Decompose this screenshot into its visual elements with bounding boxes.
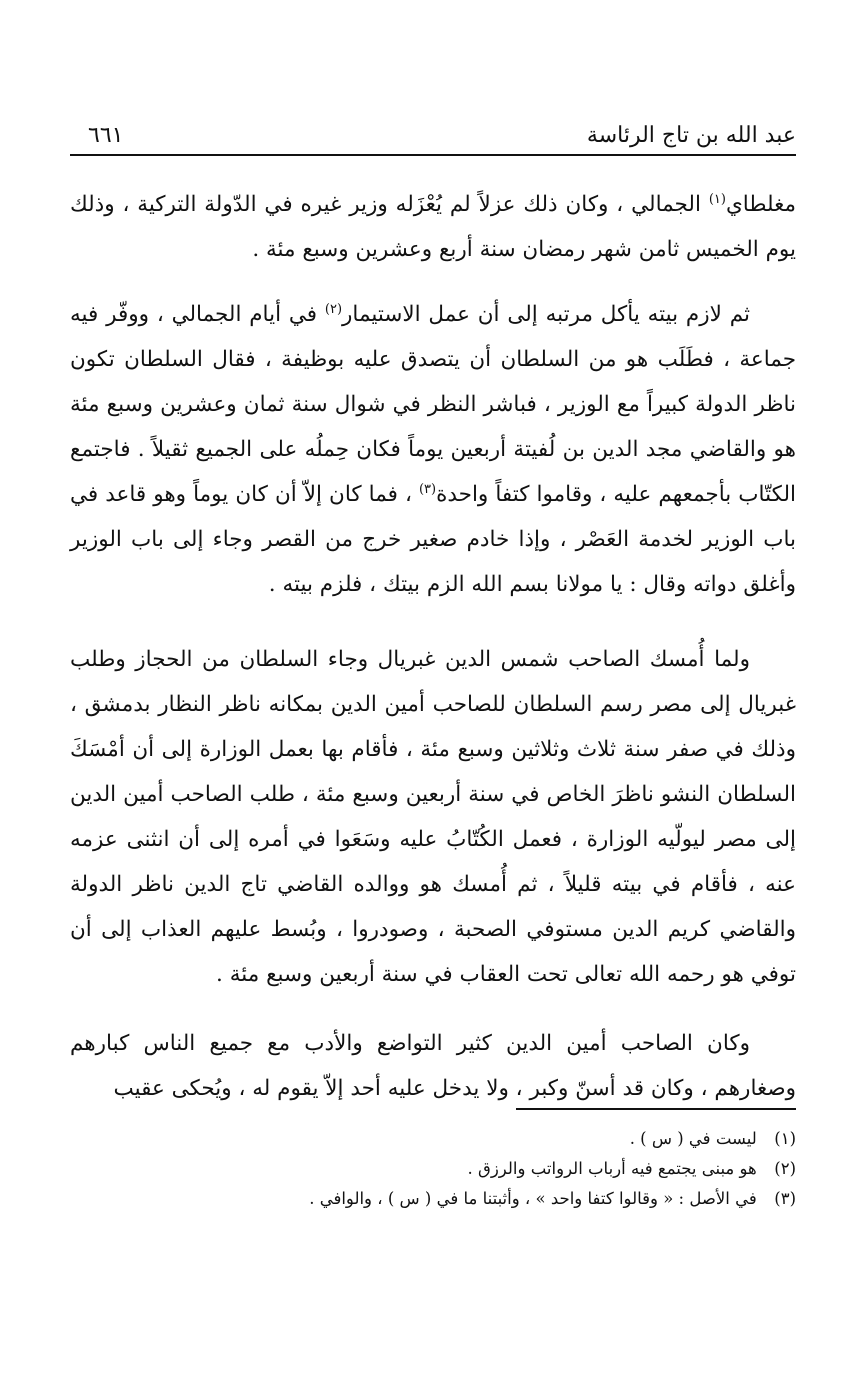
footnote-3-text: في الأصل : « وقالوا كتفا واحد » ، وأثبتنا ما في ( س ) ، والوافي . xyxy=(309,1189,757,1208)
header-rule xyxy=(70,154,796,156)
page-header xyxy=(70,118,796,158)
paragraph-1-text-1: مغلطاي xyxy=(725,192,796,217)
page-number: ٦٦١ xyxy=(88,123,124,148)
footnote-ref-2: (٢) xyxy=(324,301,343,317)
paragraph-4-text-1: وكان الصاحب أمين الدين كثير التواضع والأدب مع جميع الناس كبارهم وصغارهم ، وكان قد أسنّ وكبر ، ولا يدخل عليه أحد إلاّ يقوم له ، ويُحكى عقيب xyxy=(70,1031,796,1101)
paragraph-2-text-3: ، فما كان إلاّ أن كان يوماً وهو قاعد في باب الوزير لخدمة العَصْر ، وإذا خادم صغير خرج من القصر وجاء إلى باب الوزير وأغلق دواته وقال : يا مولانا بسم الله الزم بيتك ، فلزم بيته . xyxy=(70,482,796,597)
paragraph-1 xyxy=(70,182,796,272)
footnote-2-number: (٢) xyxy=(774,1159,796,1178)
footnote-rule xyxy=(516,1108,796,1110)
paragraph-2-text-2: في أيام الجمالي ، ووفّر فيه جماعة ، فطَلَب هو من السلطان أن يتصدق عليه بوظيفة ، فقال السلطان تكون ناظر الدولة كبيراً مع الوزير ، فباشر النظر في شوال سنة ثمان وعشرين وسبع مئة هو والقاضي مجد الدين بن لُفيتة أربعين يوماً فكان حِملُه على الجميع ثقيلاً . فاجتمع الكتّاب بأجمعهم عليه ، وقاموا كتفاً واحدة xyxy=(70,302,796,507)
footnote-ref-1: (١) xyxy=(708,191,726,207)
paragraph-2 xyxy=(70,292,796,607)
footnote-3-number: (٣) xyxy=(774,1189,796,1208)
body-text xyxy=(70,182,796,1111)
footnote-2-text: هو مبنى يجتمع فيه أرباب الرواتب والرزق . xyxy=(467,1159,757,1178)
paragraph-2-text-1: ثم لازم بيته يأكل مرتبه إلى أن عمل الاستيمار xyxy=(342,302,750,327)
footnote-ref-3: (٣) xyxy=(418,481,437,497)
paragraph-4 xyxy=(70,1021,796,1111)
footnote-1 xyxy=(190,1124,796,1154)
footnote-3 xyxy=(190,1184,796,1214)
running-title: عبد الله بن تاج الرئاسة xyxy=(586,123,796,148)
footnote-1-text: ليست في ( س ) . xyxy=(629,1129,757,1148)
paragraph-3-text-1: ولما أُمسك الصاحب شمس الدين غبريال وجاء السلطان من الحجاز وطلب غبريال إلى مصر رسم السلطان للصاحب أمين الدين بمكانه ناظر النظار بدمشق ، وذلك في صفر سنة ثلاث وثلاثين وسبع مئة ، فأقام بها بعمل الوزارة إلى أن أمْسَكَ السلطان النشو ناظرَ الخاص في سنة أربعين وسبع مئة ، طلب الصاحب أمين الدين إلى مصر ليولّيه الوزارة ، فعمل الكُتّابُ عليه وسَعَوا في أمره إلى أن انثنى عزمه عنه ، فأقام في بيته قليلاً ، ثم أُمسك هو ووالده القاضي تاج الدين ناظر الدولة والقاضي كريم الدين مستوفي الصحبة ، وصودروا ، وبُسط عليهم العذاب إلى أن توفي هو رحمه الله تعالى تحت العقاب في سنة أربعين وسبع مئة . xyxy=(70,647,796,987)
paragraph-1-text-2: الجمالي ، وكان ذلك عزلاً لم يُعْزَله وزير غيره في الدّولة التركية ، وذلك يوم الخميس ثامن شهر رمضان سنة أربع وعشرين وسبع مئة . xyxy=(70,192,796,262)
footnote-1-number: (١) xyxy=(774,1129,796,1148)
paragraph-3 xyxy=(70,637,796,997)
footnote-2 xyxy=(190,1154,796,1184)
footnotes xyxy=(190,1124,796,1214)
